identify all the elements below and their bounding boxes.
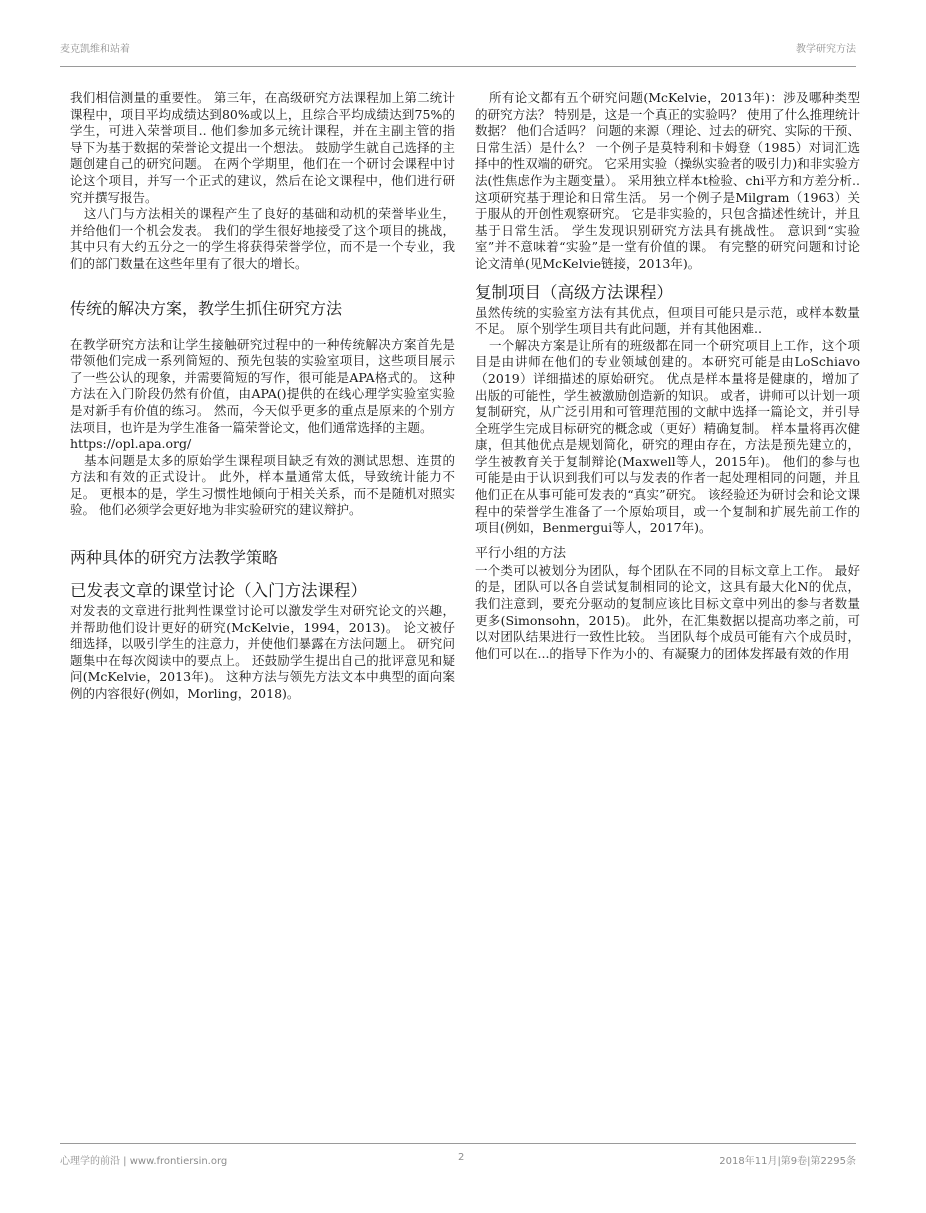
right-column: [475, 90, 860, 662]
paragraph-replication-intro: 虽然传统的实验室方法有其优点，但项目可能只是示范，或样本数量不足。 原个别学生项目共有此问题，并有其他困难..: [475, 304, 860, 337]
paragraph-honours-outcome: 这八门与方法相关的课程产生了良好的基础和动机的荣誉毕业生，并给他们一个机会发表。 我们的学生很好地接受了这个项目的挑战，其中只有大约五分之一的学生将获得荣誉学位，而不是一个专业，我们的部门数量在这些年里有了很大的增长。: [70, 206, 455, 271]
paragraph-article-discussion: 对发表的文章进行批判性课堂讨论可以激发学生对研究论文的兴趣，并帮助他们设计更好的研究(McKelvie，1994，2013)。 论文被仔细选择，以吸引学生的注意力，并使他们暴露在方法问题上。 研究问题集中在每次阅读中的要点上。 还鼓励学生提出自己的批评意见和疑问(McKelvie，2013年)。 这种方法与领先方法文本中典型的面向案例的内容很好(例如，Morling，2018)。: [70, 603, 455, 702]
header-divider: [60, 66, 856, 67]
paragraph-research-questions: 所有论文都有五个研究问题(McKelvie，2013年)：涉及哪种类型的研究方法？ 特别是，这是一个真正的实验吗？ 使用了什么推理统计数据？ 他们合适吗？ 问题的来源（理论、过去的研究、实际的干预、日常生活）是什么？ 一个例子是莫特利和卡姆登（1985）对词汇选择中的性双端的研究。 它采用实验（操纵实验者的吸引力)和非实验方法(性焦虑作为主题变量）。 采用独立样本t检验、chi平方和方差分析.. 这项研究基于理论和日常生活。 另一个例子是Milgram（1963）关于服从的开创性观察研究。 它是非实验的，只包含描述性统计，并且基于日常生活。 学生发现识别研究方法具有挑战性。 意识到“实验室”并不意味着“实验”是一堂有价值的课。 有完整的研究问题和讨论论文清单(见McKelvie链接，2013年)。: [475, 90, 860, 271]
paragraph-traditional-solution: 在教学研究方法和让学生接触研究过程中的一种传统解决方案首先是带领他们完成一系列简短的、预先包装的实验室项目，这些项目展示了一些公认的现象，并需要简短的写作，很可能是APA格式的。 这种方法在入门阶段仍然有价值，由APA()提供的在线心理学实验室实验是对新手有价值的练习。 然而，今天似乎更多的重点是原来的个别方法项目，也许是为学生准备一篇荣誉论文，他们通常选择的主题。: [70, 336, 455, 435]
left-column: [70, 90, 455, 703]
page-number: 2: [458, 1152, 465, 1163]
footer-divider: [60, 1143, 856, 1144]
section-heading-two-strategies: 两种具体的研究方法教学策略: [70, 548, 279, 568]
footer-journal: 心理学的前沿 | www.frontiersin.org: [60, 1156, 228, 1167]
paragraph-basic-problem: 基本问题是太多的原始学生课程项目缺乏有效的测试思想、连贯的方法和有效的正式设计。 此外，样本量通常太低，导致统计能力不足。 更根本的是，学生习惯性地倾向于相关关系，而不是随机对照实验。 他们必须学会更好地为非实验研究的建议辩护。: [70, 452, 455, 518]
page-footer: [60, 1152, 856, 1172]
subsection-heading-parallel-groups: 平行小组的方法: [475, 545, 567, 561]
subsection-heading-replication: 复制项目（高级方法课程）: [475, 282, 673, 302]
link-apa-online-lab[interactable]: https://opl.apa.org/: [70, 436, 192, 452]
footer-citation: 2018年11月|第9卷|第2295条: [719, 1156, 856, 1167]
subsection-heading-article-discussion: 已发表文章的课堂讨论（入门方法课程）: [70, 581, 367, 601]
section-heading-traditional: 传统的解决方案，教学生抓住研究方法: [70, 298, 343, 318]
header-title: 教学研究方法: [796, 44, 856, 55]
paragraph-parallel-groups: 一个类可以被划分为团队，每个团队在不同的目标文章上工作。 最好的是，团队可以各自尝试复制相同的论文，这具有最大化N的优点，我们注意到，要充分驱动的复制应该比目标文章中列出的参与者数量更多(Simonsohn，2015)。 此外，在汇集数据以提高功率之前，可以对团队结果进行一致性比较。 当团队每个成员可能有六个成员时，他们可以在...的指导下作为小的、有凝聚力的团体发挥最有效的作用: [475, 562, 860, 661]
paragraph-replication-solution: 一个解决方案是让所有的班级都在同一个研究项目上工作，这个项目是由讲师在他们的专业领域创建的。本研究可能是由LoSchiavo（2019）详细描述的原始研究。 优点是样本量将是健康的，增加了出版的可能性，学生被激励创造新的知识。 或者，讲师可以计划一项复制研究，从广泛引用和可管理范围的文献中选择一篇论文，并引导全班学生完成目标研究的概念或（更好）精确复制。 样本量将再次健康，但其他优点是规划简化，研究的理由存在，方法是预先建立的，学生被教育关于复制辩论(Maxwell等人，2015年)。 他们的参与也可能是由于认识到我们可以与发表的作者一起处理相同的问题，并且他们正在从事可能可发表的“真实”研究。 该经验还为研讨会和论文课程中的荣誉学生准备了一个原始项目，或一个复制和扩展先前工作的项目(例如，Benmergui等人，2017年)。: [475, 337, 860, 536]
header-authors: 麦克凯维和站着: [60, 44, 130, 55]
paragraph-honours-program: 我们相信测量的重要性。 第三年，在高级研究方法课程加上第二统计课程中，项目平均成绩达到80%或以上，且综合平均成绩达到75%的学生，可进入荣誉项目.. 他们参加多元统计课程，并在主副主管的指导下为基于数据的荣誉论文提出一个想法。 鼓励学生就自己选择的主题创建自己的研究问题。 在两个学期里，他们在一个研讨会课程中讨论这个项目，并写一个正式的建议，然后在论文课程中，他们进行研究并撰写报告。: [70, 90, 455, 205]
page-header: [60, 40, 856, 60]
